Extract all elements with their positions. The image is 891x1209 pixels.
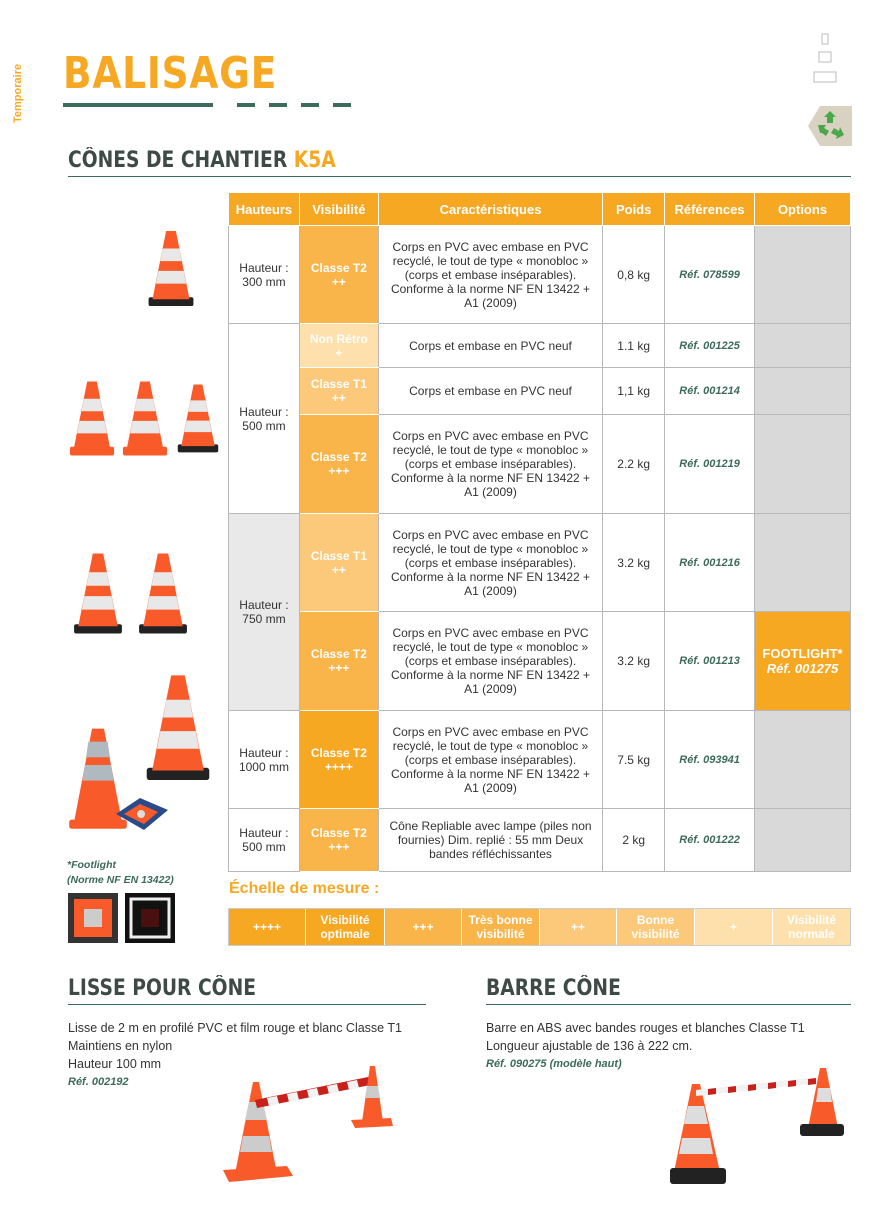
weight-cell: 2 kg [603, 809, 665, 872]
height-cell: Hauteur : 1000 mm [229, 711, 300, 809]
option-cell [755, 226, 851, 324]
cone-300-image [145, 229, 197, 307]
cone-1000-image [144, 666, 212, 788]
cone-500-image-3 [176, 378, 220, 458]
title-dashes [237, 103, 351, 107]
lisse-section-line [68, 1004, 426, 1005]
scale-label: Visibilité optimale [306, 909, 385, 945]
visibility-cell: Classe T2 ++ [299, 226, 378, 324]
characteristics-cell: Corps et embase en PVC neuf [378, 368, 602, 415]
visibility-cell: Classe T1 ++ [299, 514, 378, 612]
option-cell [755, 809, 851, 872]
side-label: Temporaire [12, 63, 24, 123]
scale-mark: + [695, 909, 773, 945]
recycle-icon [798, 103, 852, 149]
table-row [229, 809, 851, 872]
scale-label: Bonne visibilité [617, 909, 695, 945]
scale-mark: ++ [540, 909, 617, 945]
footlight-note: *Footlight (Norme NF EN 13422) [67, 859, 174, 886]
barre-description: Barre en ABS avec bandes rouges et blanches Classe T1 Longueur ajustable de 136 à 222 cm. Réf. 090275 (modèle haut) [486, 1021, 805, 1070]
scale-label: Visibilité normale [773, 909, 850, 945]
barre-section-title: BARRE CÔNE [486, 976, 621, 1001]
table-header-row [229, 193, 851, 226]
height-cell: Hauteur : 300 mm [229, 226, 300, 324]
weight-cell: 1.1 kg [603, 324, 665, 368]
reference-cell: Réf. 001219 [665, 415, 755, 514]
weight-cell: 2.2 kg [603, 415, 665, 514]
header-poids: Poids [603, 193, 665, 226]
visibility-cell: Classe T2 +++ [299, 612, 378, 711]
visibility-cell: Classe T2 +++ [299, 809, 378, 872]
visibility-cell: Non Rétro + [299, 324, 378, 368]
cones-section-line [68, 176, 851, 177]
table-row [229, 226, 851, 324]
scale-label: Très bonne visibilité [462, 909, 540, 945]
page-title: BALISAGE [63, 48, 278, 99]
scale-title: Échelle de mesure : [229, 880, 380, 897]
cones-section-title [68, 148, 336, 173]
weight-cell: 3.2 kg [603, 514, 665, 612]
reference-cell: Réf. 001222 [665, 809, 755, 872]
reference-cell: Réf. 001225 [665, 324, 755, 368]
height-cell: Hauteur : 750 mm [229, 514, 300, 711]
scale-mark: +++ [385, 909, 462, 945]
characteristics-cell: Corps en PVC avec embase en PVC recyclé, le tout de type « monobloc » (corps et embase inséparables). Conforme à la norme NF EN 13422 + A1 (2009) [378, 612, 602, 711]
characteristics-cell: Corps en PVC avec embase en PVC recyclé, le tout de type « monobloc » (corps et embase inséparables). Conforme à la norme NF EN 13422 + A1 (2009) [378, 514, 602, 612]
characteristics-cell: Corps et embase en PVC neuf [378, 324, 602, 368]
cone-500-image-2 [121, 378, 169, 458]
header-visibilite: Visibilité [299, 193, 378, 226]
barre-section-line [486, 1004, 851, 1005]
header-hauteurs: Hauteurs [229, 193, 300, 226]
table-row [229, 711, 851, 809]
table-row [229, 612, 851, 711]
cone-500-image-1 [68, 378, 116, 458]
cones-title-text: CÔNES DE CHANTIER [68, 148, 294, 173]
option-cell [755, 415, 851, 514]
visibility-cell: Classe T2 +++ [299, 415, 378, 514]
lisse-section-title: LISSE POUR CÔNE [68, 976, 256, 1001]
lisse-description: Lisse de 2 m en profilé PVC et film rouge et blanc Classe T1 Maintiens en nylon Hauteur 100 mm Réf. 002192 [68, 1021, 402, 1088]
cone-750-image-1 [72, 540, 124, 646]
folded-cone-image [112, 796, 170, 834]
option-cell [755, 514, 851, 612]
reference-cell: Réf. 078599 [665, 226, 755, 324]
characteristics-cell: Corps en PVC avec embase en PVC recyclé, le tout de type « monobloc » (corps et embase inséparables). Conforme à la norme NF EN 13422 + A1 (2009) [378, 711, 602, 809]
option-cell-footlight: FOOTLIGHT* Réf. 001275 [755, 612, 851, 711]
barre-product-image [668, 1062, 848, 1190]
characteristics-cell: Cône Repliable avec lampe (piles non fournies) Dim. replié : 55 mm Deux bandes réfléchissantes [378, 809, 602, 872]
table-row [229, 415, 851, 514]
header-options: Options [755, 193, 851, 226]
reference-cell: Réf. 001214 [665, 368, 755, 415]
option-cell [755, 368, 851, 415]
cones-title-accent: K5A [293, 148, 336, 173]
lisse-product-image [215, 1062, 395, 1186]
visibility-cell: Classe T2 ++++ [299, 711, 378, 809]
header-caracteristiques: Caractéristiques [378, 193, 602, 226]
reference-cell: Réf. 001216 [665, 514, 755, 612]
cone-outline-icon [812, 32, 838, 86]
table-row [229, 324, 851, 368]
weight-cell: 3.2 kg [603, 612, 665, 711]
footlight-photo-night [125, 893, 175, 943]
footlight-photo-day [68, 893, 118, 943]
reference-cell: Réf. 001213 [665, 612, 755, 711]
visibility-cell: Classe T1 ++ [299, 368, 378, 415]
weight-cell: 7.5 kg [603, 711, 665, 809]
title-underline [63, 103, 213, 107]
scale-mark: ++++ [229, 909, 306, 945]
table-row [229, 368, 851, 415]
characteristics-cell: Corps en PVC avec embase en PVC recyclé, le tout de type « monobloc » (corps et embase inséparables). Conforme à la norme NF EN 13422 + A1 (2009) [378, 226, 602, 324]
height-cell: Hauteur : 500 mm [229, 809, 300, 872]
reference-cell: Réf. 093941 [665, 711, 755, 809]
option-cell [755, 711, 851, 809]
cones-table [228, 192, 851, 872]
table-row [229, 514, 851, 612]
height-cell: Hauteur : 500 mm [229, 324, 300, 514]
cone-750-image-2 [137, 540, 189, 646]
option-cell [755, 324, 851, 368]
characteristics-cell: Corps en PVC avec embase en PVC recyclé, le tout de type « monobloc » (corps et embase inséparables). Conforme à la norme NF EN 13422 + A1 (2009) [378, 415, 602, 514]
weight-cell: 0,8 kg [603, 226, 665, 324]
header-references: Références [665, 193, 755, 226]
weight-cell: 1,1 kg [603, 368, 665, 415]
visibility-scale [228, 908, 851, 946]
